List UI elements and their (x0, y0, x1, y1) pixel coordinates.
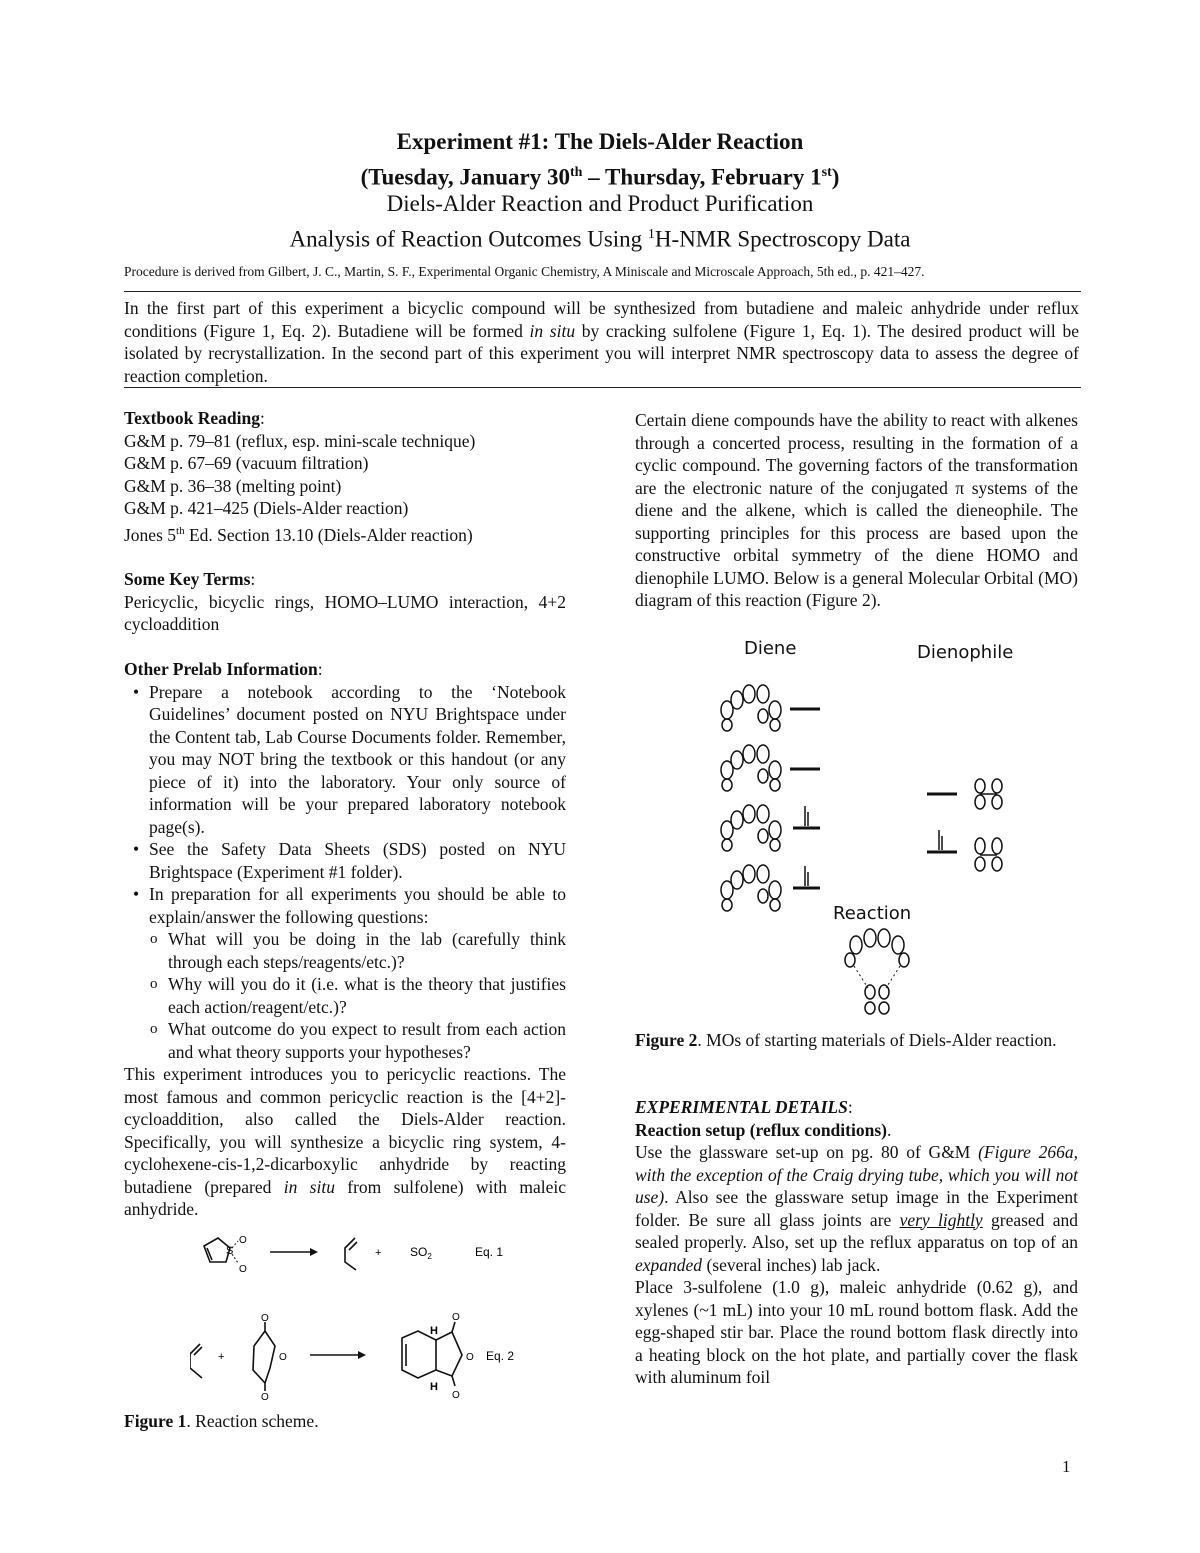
svg-text:O: O (279, 1352, 287, 1363)
dienophile-label: Dienophile (917, 642, 1014, 663)
diene-paragraph: Certain diene compounds have the ability to react with alkenes through a concerted process, resulting in the formation of a cyclic compound. The governing factors of the transformation are the electronic nature of the conjugated π systems of the diene and the alkene, which is called the dieneophile. The supporting principles for this process are based upon the constructive orbital symmetry of the diene HOMO and dienophile LUMO. Below is a general Molecular Orbital (MO) diagram of this reaction (Figure 2). (635, 410, 1078, 610)
reaction-setup-heading: Reaction setup (reflux conditions). (635, 1119, 892, 1140)
svg-text:+: + (375, 1247, 382, 1259)
diene-orbital-row (721, 865, 781, 911)
butadiene-structure (345, 1238, 356, 1270)
left-column (124, 407, 566, 1221)
pericyclic-paragraph: This experiment introduces you to pericyclic reactions. The most famous and common pericyclic reaction is the [4+2]-cycloaddition, also called the Diels-Alder reaction. Specifically, you will synthesize a bicyclic ring system, 4-cyclohexene-cis-1,2-dicarboxylic anhydride by reacting butadiene (prepared in situ from sulfolene) with maleic anhydride. (124, 1064, 566, 1220)
eq2-label: Eq. 2 (486, 1349, 515, 1363)
dienophile-orbital (975, 838, 1002, 871)
maleic-anhydride-structure (253, 1322, 275, 1391)
diene-label: Diene (744, 638, 797, 659)
reaction-scheme-figure (190, 1228, 530, 1403)
subtitle-reaction: Diels-Alder Reaction and Product Purification (386, 191, 814, 216)
svg-text:O: O (239, 1235, 247, 1246)
top-rule (124, 291, 1081, 292)
procedure-paragraph: Place 3-sulfolene (1.0 g), maleic anhydride (0.62 g), and xylenes (~1 mL) into your 10 mL round bottom flask. Add the egg-shaped stir bar. Place the round bottom flask directly into a heating block on the hot plate, and partially cover the flask with aluminum foil (635, 1277, 1078, 1387)
list-item: • See the Safety Data Sheets (SDS) posted on NYU Brightspace (Experiment #1 folder). (124, 838, 566, 883)
date-line: (Tuesday, January 30th – Thursday, February 1st) (360, 164, 840, 190)
subtitle-nmr: Analysis of Reaction Outcomes Using $^1$H-NMR Spectroscopy Data (289, 226, 911, 252)
prelab-heading: Other Prelab Information: (124, 659, 323, 680)
svg-text:H: H (430, 1381, 438, 1393)
reading-item: G&M p. 36–38 (melting point) (124, 475, 342, 496)
reading-heading: Textbook Reading: (124, 408, 265, 428)
reaction-label: Reaction (833, 903, 912, 924)
svg-text:+: + (218, 1351, 225, 1363)
right-column-top (635, 409, 1078, 612)
question-list (149, 928, 566, 1063)
page-title: Experiment #1: The Diels-Alder Reaction (396, 129, 804, 154)
figure1-caption: Figure 1. Reaction scheme. (124, 1411, 319, 1431)
svg-text:S: S (226, 1245, 234, 1257)
figure2-caption: Figure 2. MOs of starting materials of Diels-Alder reaction. (635, 1030, 1057, 1050)
reading-item: Jones 5th Ed. Section 13.10 (Diels-Alder reaction) (124, 524, 473, 545)
reaction-orbital (845, 929, 909, 1014)
list-item: o Why will you do it (i.e. what is the theory that justifies each action/reagent/etc.)? (149, 973, 566, 1018)
mo-diagram (715, 680, 1035, 1025)
dienophile-orbital (975, 779, 1002, 809)
procedure-citation: Procedure is derived from Gilbert, J. C., Martin, S. F., Experimental Organic Chemistry, A Miniscale and Microscale Approach, 5th ed., p. 421–427. (124, 264, 925, 279)
eq1-label: Eq. 1 (475, 1245, 504, 1259)
svg-text:O: O (261, 1392, 269, 1403)
svg-text:O: O (466, 1352, 474, 1363)
bottom-rule (124, 387, 1081, 388)
setup-paragraph: Use the glassware set-up on pg. 80 of G&M (Figure 266a, with the exception of the Craig drying tube, which you will not use). Also see the glassware setup image in the Experiment folder. Be sure all glass joints are very lightly greased and sealed properly. Also, set up the reflux apparatus on top of an expanded (several inches) lab jack. (635, 1142, 1078, 1275)
key-terms: Pericyclic, bicyclic rings, HOMO–LUMO interaction, 4+2 cycloaddition (124, 591, 566, 635)
experimental-heading: EXPERIMENTAL DETAILS: (635, 1097, 853, 1117)
svg-text:O: O (261, 1313, 269, 1324)
key-terms-heading: Some Key Terms: (124, 569, 256, 590)
page-number: 1 (1062, 1457, 1071, 1476)
list-item: • Prepare a notebook according to the ‘Notebook Guidelines’ document posted on NYU Brightspace under the Content tab, Lab Course Documents folder. Remember, you may NOT bring the textbook or this handout (or any piece of it) into the laboratory. Your only source of information will be your prepared laboratory notebook page(s). (124, 681, 566, 839)
list-item: • In preparation for all experiments you should be able to explain/answer the following questions: o What will you be doing in the lab (carefully think through each steps/reagents/etc.)? o Why will you do it (i.e. what is the theory that justifies each action/reagent/etc.)? o What outcome do you expect to result from each action and what theory supports your hypotheses? (124, 883, 566, 1063)
reading-item: G&M p. 421–425 (Diels-Alder reaction) (124, 498, 409, 518)
intro-paragraph: In the first part of this experiment a bicyclic compound will be synthesized from butadiene and maleic anhydride under reflux conditions (Figure 1, Eq. 2). Butadiene will be formed in situ by cracking sulfolene (Figure 1, Eq. 1). The desired product will be isolated by recrystallization. In the second part of this experiment you will interpret NMR spectroscopy data to assess the degree of reaction completion. (124, 298, 1079, 386)
svg-text:O: O (452, 1312, 460, 1323)
svg-text:H: H (430, 1325, 438, 1337)
list-item: o What outcome do you expect to result from each action and what theory supports your hypotheses? (149, 1018, 566, 1063)
so2-label: $SO_2$ (410, 1245, 432, 1261)
reading-item: G&M p. 67–69 (vacuum filtration) (124, 453, 369, 473)
list-item: o What will you be doing in the lab (carefully think through each steps/reagents/etc.)? (149, 928, 566, 973)
diene-orbital-row (721, 805, 781, 851)
diene-orbital-row (721, 685, 781, 731)
reading-item: G&M p. 79–81 (reflux, esp. mini-scale technique) (124, 430, 476, 451)
prelab-list (124, 681, 566, 1064)
svg-text:O: O (452, 1390, 460, 1401)
experimental-section (635, 1096, 1078, 1389)
svg-text:O: O (239, 1264, 247, 1275)
diene-orbital-row (721, 745, 781, 791)
